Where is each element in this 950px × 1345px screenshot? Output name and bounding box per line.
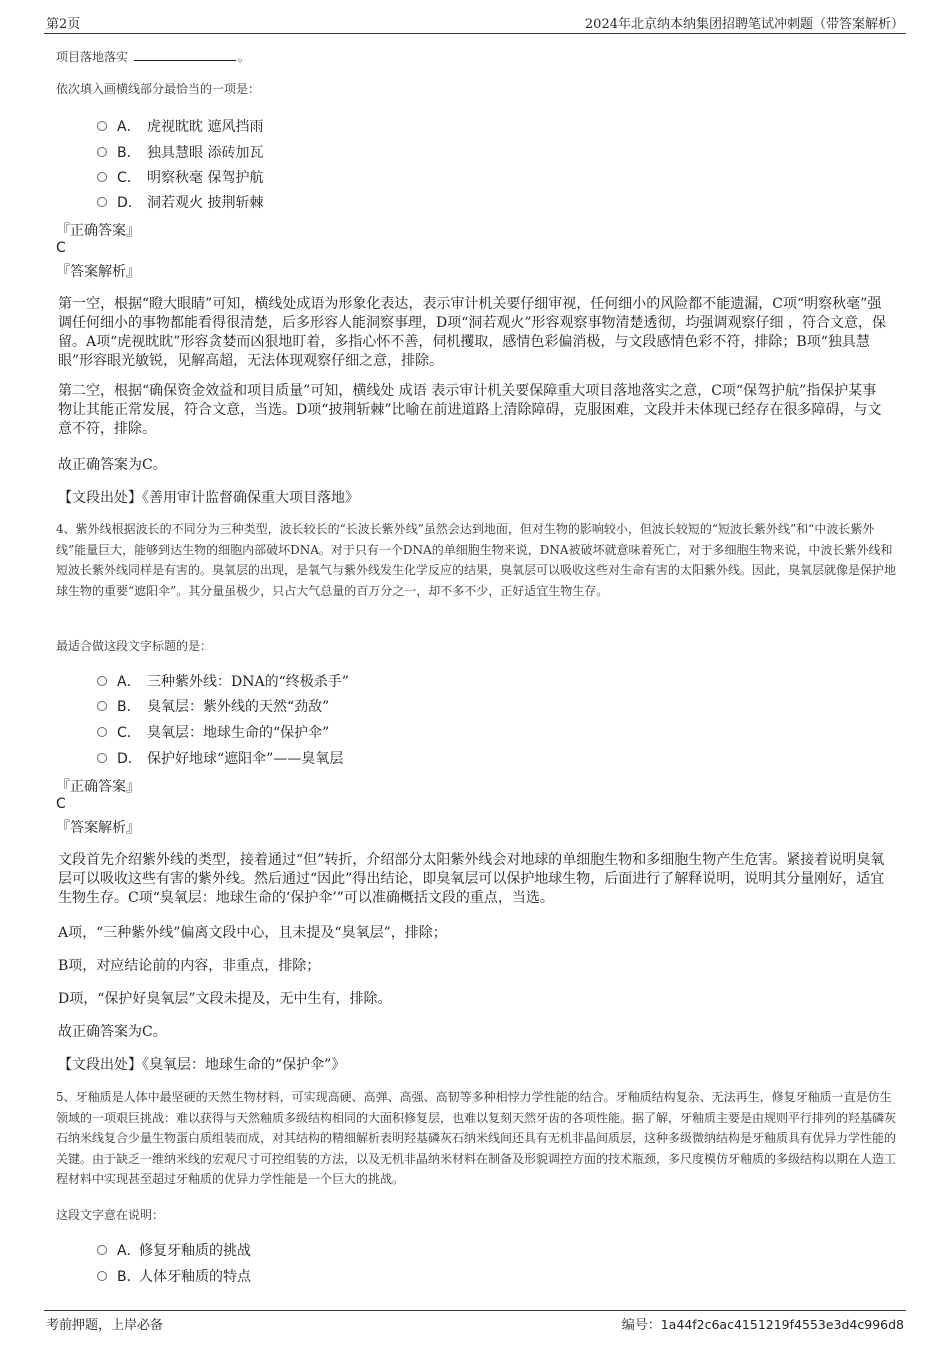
option-c[interactable] bbox=[97, 722, 329, 742]
option-b[interactable] bbox=[97, 696, 329, 716]
header-divider bbox=[44, 33, 906, 34]
option-letter: D． bbox=[117, 751, 142, 767]
stem-tail-text: 项目落地落实 bbox=[56, 50, 129, 64]
document-code bbox=[622, 1314, 904, 1333]
radio-icon[interactable] bbox=[97, 147, 107, 157]
option-text: 洞若观火 披荆斩棘 bbox=[147, 195, 264, 211]
option-text: 修复牙釉质的挑战 bbox=[139, 1243, 251, 1259]
option-letter: B． bbox=[117, 1269, 141, 1285]
option-text: 虎视眈眈 遮风挡雨 bbox=[147, 119, 264, 135]
radio-icon[interactable] bbox=[97, 753, 107, 763]
analysis-line: D项，“保护好臭氧层”文段未提及，无中生有，排除。 bbox=[58, 991, 392, 1007]
option-d[interactable] bbox=[97, 748, 343, 768]
analysis-conclusion: 故正确答案为C。 bbox=[58, 1024, 167, 1040]
option-text: 人体牙釉质的特点 bbox=[139, 1269, 251, 1285]
option-letter: B． bbox=[117, 699, 141, 715]
radio-icon[interactable] bbox=[97, 172, 107, 182]
option-d[interactable] bbox=[97, 192, 263, 212]
option-a[interactable] bbox=[97, 671, 349, 691]
option-b[interactable] bbox=[97, 1266, 251, 1286]
option-text: 臭氧层：地球生命的“保护伞” bbox=[147, 725, 330, 741]
option-b[interactable] bbox=[97, 142, 263, 162]
option-a[interactable] bbox=[97, 1240, 251, 1260]
radio-icon[interactable] bbox=[97, 1245, 107, 1255]
radio-icon[interactable] bbox=[97, 701, 107, 711]
question-stem-tail bbox=[56, 48, 250, 65]
code-value: 1a44f2c6ac4151219f4553e3d4c996d8 bbox=[660, 1317, 904, 1332]
radio-icon[interactable] bbox=[97, 121, 107, 131]
option-a[interactable] bbox=[97, 116, 263, 136]
option-c[interactable] bbox=[97, 167, 263, 187]
document-title: 2024年北京纳本纳集团招聘笔试冲刺题（带答案解析） bbox=[584, 17, 904, 32]
stem-tail-period: 。 bbox=[237, 50, 250, 64]
answer-value: C bbox=[56, 240, 66, 256]
question-prompt: 最适合做这段文字标题的是： bbox=[56, 639, 213, 653]
answer-label: 『正确答案』 bbox=[56, 223, 140, 239]
option-text: 独具慧眼 添砖加瓦 bbox=[147, 145, 264, 161]
option-letter: A． bbox=[117, 1243, 141, 1259]
option-text: 三种紫外线：DNA的“终极杀手” bbox=[147, 674, 349, 690]
radio-icon[interactable] bbox=[97, 676, 107, 686]
option-text: 臭氧层：紫外线的天然“劲敌” bbox=[147, 699, 330, 715]
analysis-conclusion: 故正确答案为C。 bbox=[58, 457, 167, 473]
option-letter: C． bbox=[117, 725, 141, 741]
footer-divider bbox=[44, 1310, 906, 1311]
analysis-label: 『答案解析』 bbox=[56, 264, 140, 280]
analysis-label: 『答案解析』 bbox=[56, 820, 140, 836]
source-citation: 【文段出处】《臭氧层：地球生命的“保护伞”》 bbox=[58, 1057, 346, 1073]
analysis-paragraph: 第一空，根据“瞪大眼睛”可知，横线处成语为形象化表达，表示审计机关要仔细审视，任何细小的风险都不能遗漏，C项“明察秋毫”强调任何细小的事物都能看得很清楚，后多形容人能洞察事理，D项“洞若观火”形容观察事物清楚透彻，均强调观察仔细 ，符合文意，保留。A项“虎视眈眈”形容贪婪而凶狠地盯着，多指心怀不善，伺机攫取，感情色彩偏消极，与文段感情色彩不符，排除；B项“独具慧眼”形容眼光敏锐，见解高超，无法体现观察仔细之意，排除。 bbox=[58, 296, 886, 369]
radio-icon[interactable] bbox=[97, 1271, 107, 1281]
analysis-line: A项，“三种紫外线”偏离文段中心，且未提及“臭氧层”，排除； bbox=[58, 925, 447, 941]
option-letter: D． bbox=[117, 195, 142, 211]
analysis-paragraph: 第二空，根据“确保资金效益和项目质量”可知，横线处 成语 表示审计机关要保障重大项目落地落实之意，C项“保驾护航”指保护某事物让其能正常发展，符合文意，当选。D项“披荆斩棘”比喻在前进道路上清除障碍，克服困难，文段并未体现已经存在很多障碍，与文意不符，排除。 bbox=[58, 383, 882, 437]
code-label: 编号： bbox=[621, 1318, 661, 1333]
answer-value: C bbox=[56, 796, 66, 812]
option-letter: B． bbox=[117, 145, 141, 161]
option-text: 明察秋毫 保驾护航 bbox=[147, 170, 264, 186]
option-letter: A． bbox=[117, 674, 141, 690]
question-stem: 4、紫外线根据波长的不同分为三种类型，波长较长的“长波长紫外线”虽然会达到地面，但对生物的影响较小，但波长较短的“短波长紫外线”和“中波长紫外线”能量巨大，能够到达生物的细胞内部破坏DNA。对于只有一个DNA的单细胞生物来说，DNA被破坏就意味着死亡，对于多细胞生物来说，中波长紫外线和短波长紫外线同样是有害的。臭氧层的出现，是氧气与紫外线发生化学反应的结果，臭氧层可以吸收这些对生命有害的太阳紫外线。因此，臭氧层就像是保护地球生物的重要“遮阳伞”。其分量虽极少，只占大气总量的百万分之一，却不多不少，正好适宜生物生存。 bbox=[56, 522, 897, 598]
fill-blank-line bbox=[134, 50, 236, 61]
source-citation: 【文段出处】《善用审计监督确保重大项目落地》 bbox=[58, 490, 359, 506]
page-number: 第2页 bbox=[46, 17, 81, 32]
question-stem: 5、牙釉质是人体中最坚硬的天然生物材料，可实现高硬、高弹、高强、高韧等多种相悖力学性能的结合。牙釉质结构复杂、无法再生，修复牙釉质一直是仿生领域的一项艰巨挑战：难以获得与天然釉质多级结构相同的大面积修复层，也难以复刻天然牙齿的各项性能。据了解，牙釉质主要是由规则平行排列的羟基磷灰石纳米线复合少量生物蛋白质组装而成，对其结构的精细解析表明羟基磷灰石纳米线间还具有无机非晶间质层，这种多级微纳结构是牙釉质具有优异力学性能的关键。由于缺乏一维纳米线的宏观尺寸可控组装的方法，以及无机非晶纳米材料在制备及形貌调控方面的技术瓶颈，多尺度模仿牙釉质的多级结构以期在人造工程材料中实现甚至超过牙釉质的优异力学性能是一个巨大的挑战。 bbox=[56, 1090, 897, 1186]
option-letter: A． bbox=[117, 119, 141, 135]
footer-slogan: 考前押题，上岸必备 bbox=[46, 1318, 164, 1333]
answer-label: 『正确答案』 bbox=[56, 779, 140, 795]
analysis-line: B项，对应结论前的内容，非重点，排除； bbox=[58, 958, 321, 974]
question-prompt: 这段文字意在说明： bbox=[56, 1208, 165, 1222]
radio-icon[interactable] bbox=[97, 197, 107, 207]
analysis-paragraph: 文段首先介绍紫外线的类型，接着通过“但”转折，介绍部分太阳紫外线会对地球的单细胞生物和多细胞生物产生危害。紧接着说明臭氧层可以吸收这些有害的紫外线。然后通过“因此”得出结论，即臭氧层可以保护地球生物，后面进行了解释说明，说明其分量刚好，适宜生物生存。C项“臭氧层：地球生命的‘保护伞’”可以准确概括文段的重点，当选。 bbox=[58, 852, 885, 906]
radio-icon[interactable] bbox=[97, 727, 107, 737]
option-text: 保护好地球“遮阳伞”——臭氧层 bbox=[147, 751, 344, 767]
option-letter: C． bbox=[117, 170, 141, 186]
question-prompt: 依次填入画横线部分最恰当的一项是： bbox=[56, 82, 261, 96]
